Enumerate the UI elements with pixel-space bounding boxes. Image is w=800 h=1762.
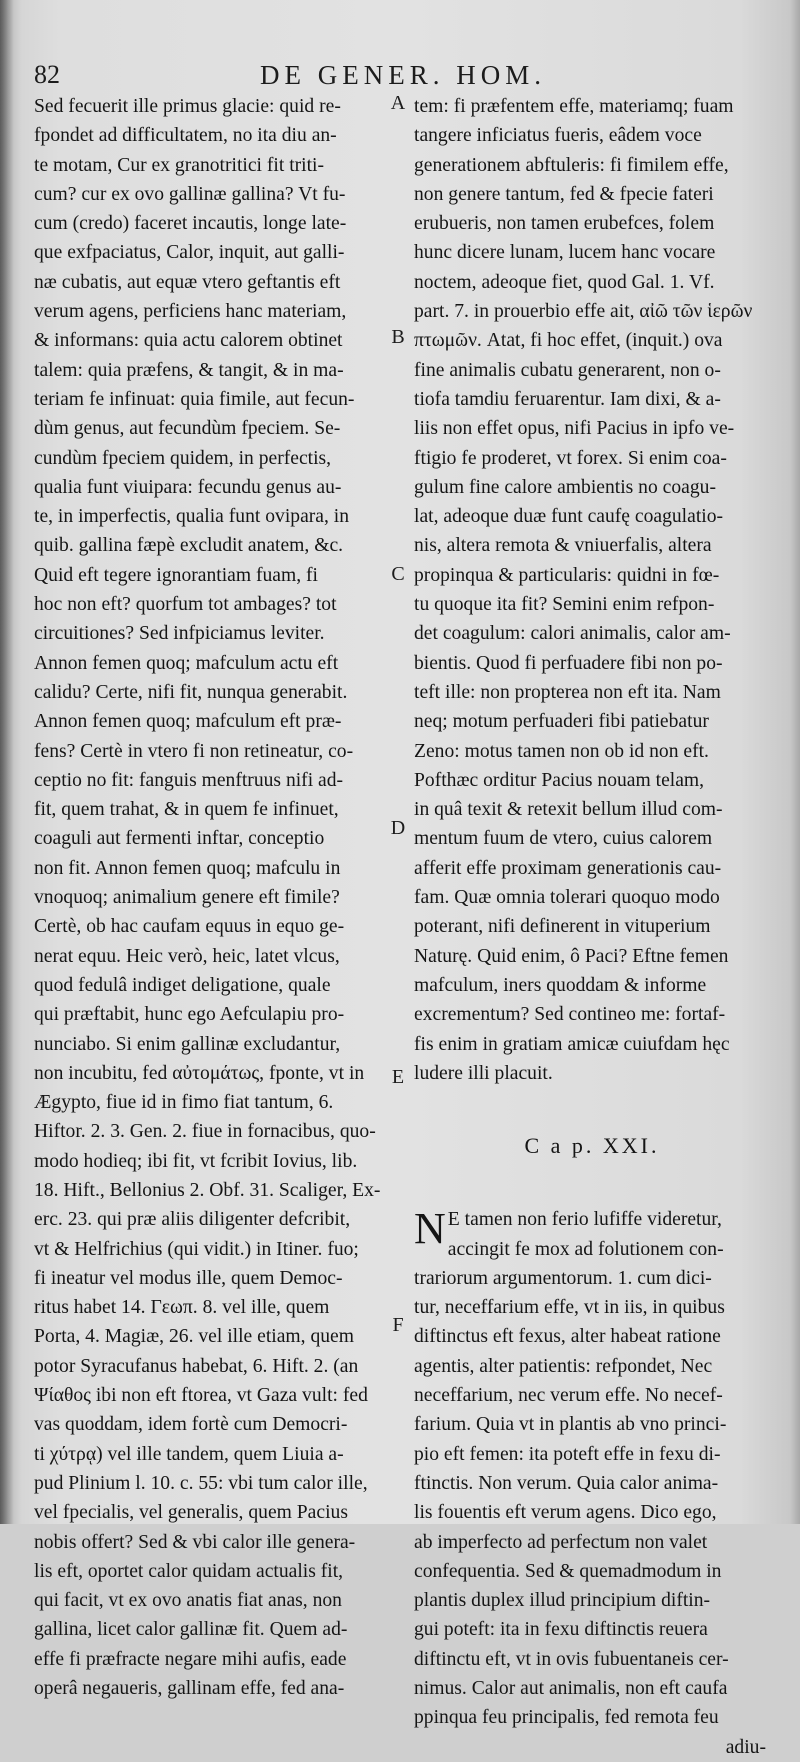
text-line: generationem abftuleris: fi fimilem effe,	[414, 154, 729, 176]
text-line: fam. Quæ omnia tolerari quoquo modo	[414, 887, 720, 909]
margin-letter-a: A	[390, 92, 406, 114]
text-line: propinqua & particularis: quidni in fœ-	[414, 564, 720, 586]
text-line: Naturę. Quid enim, ô Paci? Eftne femen	[414, 945, 729, 967]
text-line: gulum fine calore ambientis no coagu-	[414, 476, 716, 498]
drop-cap: N	[414, 1204, 446, 1254]
text-line: pud Plinium l. 10. c. 55: vbi tum calor ille,	[34, 1472, 368, 1494]
text-line: coaguli aut fermenti inftar, conceptio	[34, 828, 325, 850]
text-line: qui præftabit, hunc ego Aefculapiu pro-	[34, 1004, 345, 1026]
text-line: vel fpecialis, vel generalis, quem Pacius	[34, 1502, 348, 1524]
text-line: erubueris, non tamen erubefces, folem	[414, 213, 715, 235]
text-line: non fit. Annon femen quoq; mafculu in	[34, 857, 341, 879]
text-line: ritus habet 14. Γεωπ. 8. vel ille, quem	[34, 1297, 330, 1319]
text-line: ludere illi placuit.	[414, 1062, 553, 1084]
text-line: & informans: quia actu calorem obtinet	[34, 330, 343, 352]
text-line: Sed fecuerit ille primus glacie: quid re-	[34, 96, 341, 117]
margin-letter-c: C	[391, 563, 405, 585]
text-line: vt & Helfrichius (qui vidit.) in Itiner. fuo;	[34, 1238, 359, 1260]
right-column-top-text	[414, 92, 770, 1088]
text-line: pio eft femen: ita poteft effe in fexu di-	[414, 1443, 721, 1465]
text-line: fis enim in gratiam amicæ cuiufdam hęc	[414, 1033, 730, 1055]
text-line: non incubitu, fed αὐτομάτως, fponte, vt in	[34, 1062, 365, 1084]
running-title: DE GENER. HOM.	[260, 60, 546, 90]
text-line: Porta, 4. Magiæ, 26. vel ille etiam, quem	[34, 1326, 354, 1348]
text-line: neq; motum perfuaderi fibi patiebatur	[414, 711, 709, 733]
text-line: cum (credo) faceret incautis, longe late-	[34, 213, 347, 235]
gutter-shadow	[0, 0, 14, 1524]
text-line: det coagulum: calori animalis, calor am-	[414, 623, 731, 645]
text-line: lis fouentis eft verum agens. Dico ego,	[414, 1502, 717, 1524]
text-line: E tamen non ferio lufiffe videretur,	[447, 1209, 722, 1231]
text-line: ab imperfecto ad perfectum non valet	[414, 1531, 708, 1553]
text-line: hunc dicere lunam, lucem hanc vocare	[414, 242, 716, 264]
text-line: fi ineatur vel modus ille, quem Democ-	[34, 1267, 343, 1289]
blank-line	[414, 1176, 770, 1205]
text-line: tu quoque ita fit? Semini enim refpon-	[414, 594, 715, 616]
text-line: fpondet ad difficultatem, no ita diu an-	[34, 125, 337, 147]
text-line: cundùm fpeciem quidem, in perfectis,	[34, 447, 332, 469]
text-line: talem: quia præfens, & tangit, & in ma-	[34, 359, 344, 381]
text-line: lis eft, oportet calor quidam actualis fit,	[34, 1560, 344, 1582]
text-line: neceffarium, nec verum effe. No necef-	[414, 1385, 723, 1407]
text-line: quod fedulâ indiget deligatione, quale	[34, 974, 331, 996]
text-line: cum? cur ex ovo gallinæ gallina? Vt fu-	[34, 183, 346, 205]
text-line: nis, altera remota & vniuerfalis, altera	[414, 535, 712, 557]
right-column-bottom-text	[414, 1205, 770, 1732]
text-line: vas quoddam, idem fortè cum Democri-	[34, 1414, 348, 1436]
text-line: diftinctus eft fexus, alter habeat ratione	[414, 1326, 721, 1348]
text-line: bientis. Quod fi perfuadere fibi non po-	[414, 652, 723, 674]
text-line: mentum fuum de vtero, cuius calorem	[414, 828, 713, 850]
chapter-heading: C a p. XXI.	[524, 1133, 660, 1159]
text-line: te motam, Cur ex granotritici fit triti-	[34, 154, 325, 176]
text-line: teft ille: non propterea non eft ita. Nam	[414, 681, 721, 703]
text-line: quib. gallina fæpè excludit anatem, &c.	[34, 535, 344, 557]
text-line: Certè, ob hac caufam equus in equo ge-	[34, 916, 345, 938]
text-line: confequentia. Sed & quemadmodum in	[414, 1560, 722, 1582]
text-line: fens? Certè in vtero fi non retineatur, co-	[34, 740, 354, 762]
text-line: nobis offert? Sed & vbi calor ille genera-	[34, 1531, 356, 1553]
text-line: ftigio fe proderet, vt forex. Si enim coa-	[414, 447, 727, 469]
text-line: ti χύτρᾳ) vel ille tandem, quem Liuia a-	[34, 1443, 344, 1465]
text-line: in quâ texit & retexit bellum illud com-	[414, 799, 723, 821]
text-line: Annon femen quoq; mafculum actu eft	[34, 652, 339, 674]
text-line: non genere tantum, fed & fpecie fateri	[414, 183, 714, 205]
text-line: nerat equu. Heic verò, heic, latet vlcus,	[34, 945, 340, 967]
text-line: gallina, licet calor gallinæ fit. Quem ad-	[34, 1619, 348, 1641]
margin-letter-d: D	[390, 817, 406, 839]
margin-letter-f: F	[392, 1314, 404, 1336]
catchword: adiu-	[725, 1736, 766, 1758]
text-line: Quid eft tegere ignorantiam fuam, fi	[34, 564, 319, 586]
text-line: fit, quem trahat, & in quem fe infinuet,	[34, 799, 339, 821]
text-line: verum agens, perficiens hanc materiam,	[34, 301, 347, 323]
text-line: modo hodieq; ibi fit, vt fcribit Iovius, lib.	[34, 1150, 358, 1172]
text-line: ceptio no fit: fanguis menftruus nifi ad-	[34, 769, 344, 791]
text-line: hoc non eft? quorfum tot ambages? tot	[34, 594, 337, 616]
text-line: 18. Hift., Bellonius 2. Obf. 31. Scaliger, Ex-	[34, 1179, 381, 1201]
text-line: tiofa tamdiu feruarentur. Iam dixi, & a-	[414, 388, 721, 410]
text-line: calidu? Certe, nifi fit, nunqua generabit.	[34, 681, 348, 703]
text-line: vnoquoq; animalium genere eft fimile?	[34, 887, 340, 909]
text-line: πτωμῶν. Atat, fi hoc effet, (inquit.) ova	[414, 330, 723, 352]
text-line: tem: fi præfentem effe, materiamq; fuam	[414, 96, 734, 117]
text-line: effe fi præfracte negare mihi aufis, eade	[34, 1648, 347, 1670]
text-line: gui poteft: ita in fexu diftinctis reuera	[414, 1619, 708, 1641]
text-line: qualia funt viuipara: fecundu genus au-	[34, 476, 342, 498]
text-line: ftinctis. Non verum. Quia calor anima-	[414, 1472, 719, 1494]
text-line: operâ negaueris, gallinam effe, fed ana-	[34, 1678, 345, 1700]
text-line: afferit effe proximam generationis cau-	[414, 857, 722, 879]
text-line: poterant, nifi definerent in vituperium	[414, 916, 711, 938]
text-line: diftinctu eft, vt in ovis fubuentaneis cer-	[414, 1648, 729, 1670]
text-line: mafculum, iners quoddam & informe	[414, 974, 707, 996]
text-line: næ cubatis, aut equæ vtero geftantis eft	[34, 271, 341, 293]
text-line: circuitiones? Sed infpiciamus leviter.	[34, 623, 325, 645]
text-line: Ψίαθος ibi non eft ftorea, vt Gaza vult: fed	[34, 1385, 368, 1407]
text-line: nunciabo. Si enim gallinæ excludantur,	[34, 1033, 341, 1055]
text-line: tur, neceffarium effe, vt in iis, in quibus	[414, 1297, 725, 1319]
margin-letter-b: B	[391, 326, 405, 348]
text-line: nimus. Calor aut animalis, non eft caufa	[414, 1678, 728, 1700]
text-line: Ægypto, fiue id in fimo fiat tantum, 6.	[34, 1092, 334, 1114]
margin-letter-e: E	[391, 1066, 405, 1088]
text-line: ppinqua feu principalis, fed remota feu	[414, 1707, 719, 1729]
text-line: Pofthæc orditur Pacius nouam telam,	[414, 769, 705, 791]
text-line: trariorum argumentorum. 1. cum dici-	[414, 1267, 712, 1289]
text-line: Annon femen quoq; mafculum eft præ-	[34, 711, 342, 733]
text-line: agentis, alter patientis: refpondet, Nec	[414, 1355, 713, 1377]
text-line: lat, adeoque duæ funt caufę coagulatio-	[414, 506, 724, 528]
text-line: fine animalis cubatu generarent, non o-	[414, 359, 721, 381]
text-line: farium. Quia vt in plantis ab vno princi-	[414, 1414, 727, 1436]
text-line: teriam fe infinuat: quia fimile, aut fecun-	[34, 388, 355, 410]
text-line: Zeno: motus tamen non ob id non eft.	[414, 740, 709, 762]
text-line: plantis duplex illud principium diftin-	[414, 1590, 711, 1612]
text-line: accingit fe mox ad folutionem con-	[447, 1238, 724, 1260]
text-line: te, in imperfectis, qualia funt ovipara, in	[34, 506, 350, 528]
blank-line	[414, 1088, 770, 1117]
text-line: erc. 23. qui præ aliis diligenter defcribit,	[34, 1209, 351, 1231]
page-number: 82	[34, 60, 60, 89]
text-line: Hiftor. 2. 3. Gen. 2. fiue in fornacibus, quo-	[34, 1121, 376, 1143]
right-column	[414, 92, 770, 1762]
text-line: tangere inficiatus fueris, eâdem voce	[414, 125, 702, 147]
text-line: qui facit, vt ex ovo anatis fiat anas, non	[34, 1590, 342, 1612]
left-column	[34, 92, 386, 1703]
text-line: dùm genus, aut fecundùm fpeciem. Se-	[34, 418, 341, 440]
text-line: que exfpaciatus, Calor, inquit, aut galli-	[34, 242, 345, 264]
text-line: noctem, adeoque fiet, quod Gal. 1. Vf.	[414, 271, 715, 293]
text-line: part. 7. in prouerbio effe ait, αἰῶ τῶν ἱερῶν	[414, 301, 753, 323]
text-line: liis non effet opus, nifi Pacius in ipfo ve-	[414, 418, 735, 440]
text-line: potor Syracufanus habebat, 6. Hift. 2. (an	[34, 1355, 359, 1377]
text-line: excrementum? Sed contineo me: fortaf-	[414, 1004, 726, 1026]
